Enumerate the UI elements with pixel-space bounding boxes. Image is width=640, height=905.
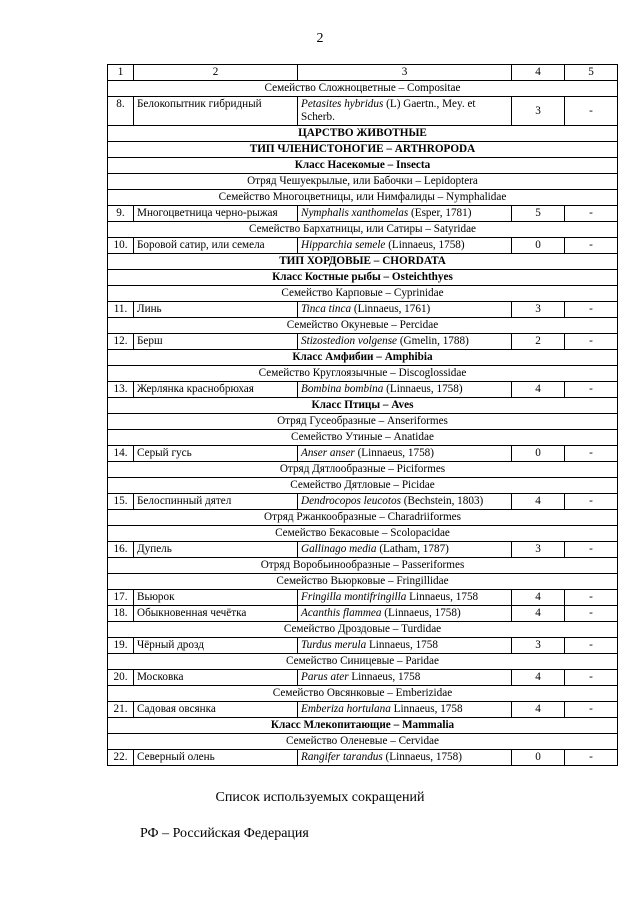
species-name-ru: Садовая овсянка — [134, 702, 298, 718]
latin-binomial: Fringilla montifringilla — [301, 591, 407, 603]
extra-column: - — [565, 750, 618, 766]
section-heading: Класс Амфибии – Amphibia — [108, 350, 618, 366]
row-number: 22. — [108, 750, 134, 766]
species-name-latin — [298, 494, 512, 510]
species-name-latin — [298, 382, 512, 398]
taxon-author: Linnaeus, 1758 — [390, 703, 463, 715]
row-number: 15. — [108, 494, 134, 510]
group-heading: Семейство Вьюрковые – Fringillidae — [108, 574, 618, 590]
abbreviations-title: Список используемых сокращений — [215, 790, 425, 805]
latin-binomial: Nymphalis xanthomelas — [301, 207, 409, 219]
taxon-group-row — [108, 622, 618, 638]
taxon-author: (Linnaeus, 1758) — [382, 751, 462, 763]
taxon-author: (Linnaeus, 1758) — [385, 239, 465, 251]
taxon-group-row — [108, 174, 618, 190]
extra-column: - — [565, 670, 618, 686]
species-name-ru: Жерлянка краснобрюхая — [134, 382, 298, 398]
species-name-latin — [298, 702, 512, 718]
header-row — [108, 65, 618, 81]
taxon-group-row — [108, 510, 618, 526]
species-name-ru: Белоспинный дятел — [134, 494, 298, 510]
species-name-ru: Московка — [134, 670, 298, 686]
species-name-ru: Обыкновенная чечётка — [134, 606, 298, 622]
taxon-section-row — [108, 254, 618, 270]
species-name-ru: Вьюрок — [134, 590, 298, 606]
species-name-latin — [298, 238, 512, 254]
group-heading: Семейство Круглоязычные – Discoglossidae — [108, 366, 618, 382]
latin-binomial: Anser anser — [301, 447, 355, 459]
species-name-ru: Боровой сатир, или семела — [134, 238, 298, 254]
taxon-author: Linnaeus, 1758 — [406, 591, 479, 603]
abbreviation-item: РФ – Российская Федерация — [140, 826, 309, 841]
status-category: 4 — [512, 494, 565, 510]
taxon-group-row — [108, 574, 618, 590]
extra-column: - — [565, 334, 618, 350]
taxon-section-row — [108, 398, 618, 414]
group-heading: Семейство Бархатницы, или Сатиры – Satyridae — [108, 222, 618, 238]
section-heading: Класс Насекомые – Insecta — [108, 158, 618, 174]
extra-column: - — [565, 382, 618, 398]
row-number: 16. — [108, 542, 134, 558]
taxon-group-row — [108, 654, 618, 670]
taxon-author: (Linnaeus, 1761) — [351, 303, 431, 315]
species-name-ru: Белокопытник гибридный — [134, 97, 298, 126]
group-heading: Отряд Гусеобразные – Anseriformes — [108, 414, 618, 430]
species-name-ru: Многоцветница черно-рыжая — [134, 206, 298, 222]
extra-column: - — [565, 494, 618, 510]
taxon-author: (Bechstein, 1803) — [400, 495, 484, 507]
status-category: 4 — [512, 702, 565, 718]
taxon-group-row — [108, 190, 618, 206]
header-cell: 2 — [134, 65, 298, 81]
section-heading: Класс Птицы – Aves — [108, 398, 618, 414]
taxon-group-row — [108, 222, 618, 238]
taxon-author: (Latham, 1787) — [376, 543, 449, 555]
group-heading: Семейство Утиные – Anatidae — [108, 430, 618, 446]
status-category: 3 — [512, 542, 565, 558]
section-heading: ЦАРСТВО ЖИВОТНЫЕ — [108, 126, 618, 142]
latin-binomial: Bombina bombina — [301, 383, 384, 395]
group-heading: Семейство Сложноцветные – Compositae — [108, 81, 618, 97]
species-row — [108, 206, 618, 222]
species-name-latin — [298, 670, 512, 686]
header-cell: 5 — [565, 65, 618, 81]
species-name-ru: Дупель — [134, 542, 298, 558]
latin-binomial: Emberiza hortulana — [301, 703, 391, 715]
taxon-section-row — [108, 350, 618, 366]
species-name-latin — [298, 334, 512, 350]
latin-binomial: Dendrocopos leucotos — [301, 495, 401, 507]
taxon-group-row — [108, 526, 618, 542]
row-number: 11. — [108, 302, 134, 318]
species-name-latin — [298, 206, 512, 222]
species-name-latin — [298, 97, 512, 126]
status-category: 4 — [512, 606, 565, 622]
taxon-group-row — [108, 430, 618, 446]
extra-column: - — [565, 206, 618, 222]
status-category: 2 — [512, 334, 565, 350]
taxon-group-row — [108, 81, 618, 97]
row-number: 13. — [108, 382, 134, 398]
header-cell: 1 — [108, 65, 134, 81]
status-category: 3 — [512, 97, 565, 126]
group-heading: Отряд Дятлообразные – Piciformes — [108, 462, 618, 478]
species-row — [108, 702, 618, 718]
species-row — [108, 750, 618, 766]
species-row — [108, 638, 618, 654]
species-row — [108, 590, 618, 606]
species-name-latin — [298, 542, 512, 558]
latin-binomial: Hipparchia semele — [301, 239, 386, 251]
taxon-section-row — [108, 158, 618, 174]
status-category: 4 — [512, 382, 565, 398]
taxon-group-row — [108, 478, 618, 494]
taxon-group-row — [108, 734, 618, 750]
species-name-latin — [298, 606, 512, 622]
taxon-author: Linnaeus, 1758 — [366, 639, 438, 651]
row-number: 18. — [108, 606, 134, 622]
taxon-section-row — [108, 718, 618, 734]
row-number: 14. — [108, 446, 134, 462]
section-heading: Класс Костные рыбы – Osteichthyes — [108, 270, 618, 286]
header-cell: 4 — [512, 65, 565, 81]
species-row — [108, 494, 618, 510]
extra-column: - — [565, 606, 618, 622]
species-name-latin — [298, 590, 512, 606]
species-name-ru: Берш — [134, 334, 298, 350]
taxon-group-row — [108, 414, 618, 430]
group-heading: Отряд Ржанкообразные – Charadriiformes — [108, 510, 618, 526]
row-number: 17. — [108, 590, 134, 606]
taxon-author: (Gmelin, 1788) — [397, 335, 469, 347]
status-category: 0 — [512, 750, 565, 766]
taxon-group-row — [108, 558, 618, 574]
section-heading: Класс Млекопитающие – Mammalia — [108, 718, 618, 734]
group-heading: Отряд Воробьинообразные – Passeriformes — [108, 558, 618, 574]
taxon-author: (L) Gaertn., Mey. et Scherb. — [301, 98, 476, 123]
status-category: 3 — [512, 302, 565, 318]
taxon-group-row — [108, 286, 618, 302]
status-category: 0 — [512, 238, 565, 254]
extra-column: - — [565, 542, 618, 558]
species-table — [107, 64, 618, 766]
species-row — [108, 606, 618, 622]
group-heading: Отряд Чешуекрылые, или Бабочки – Lepidoptera — [108, 174, 618, 190]
species-row — [108, 97, 618, 126]
taxon-section-row — [108, 126, 618, 142]
taxon-author: (Linnaeus, 1758) — [383, 383, 463, 395]
extra-column: - — [565, 302, 618, 318]
extra-column: - — [565, 238, 618, 254]
status-category: 4 — [512, 670, 565, 686]
species-row — [108, 670, 618, 686]
group-heading: Семейство Бекасовые – Scolopacidae — [108, 526, 618, 542]
taxon-group-row — [108, 366, 618, 382]
row-number: 20. — [108, 670, 134, 686]
extra-column: - — [565, 590, 618, 606]
species-row — [108, 382, 618, 398]
species-name-latin — [298, 302, 512, 318]
latin-binomial: Turdus merula — [301, 639, 367, 651]
extra-column: - — [565, 638, 618, 654]
species-row — [108, 334, 618, 350]
group-heading: Семейство Оленевые – Cervidae — [108, 734, 618, 750]
group-heading: Семейство Многоцветницы, или Нимфалиды – Nymphalidae — [108, 190, 618, 206]
group-heading: Семейство Дроздовые – Turdidae — [108, 622, 618, 638]
section-heading: ТИП ХОРДОВЫЕ – CHORDATA — [108, 254, 618, 270]
group-heading: Семейство Окуневые – Percidae — [108, 318, 618, 334]
taxon-author: Linnaeus, 1758 — [348, 671, 421, 683]
latin-binomial: Stizostedion volgense — [301, 335, 398, 347]
group-heading: Семейство Овсянковые – Emberizidae — [108, 686, 618, 702]
extra-column: - — [565, 702, 618, 718]
header-cell: 3 — [298, 65, 512, 81]
group-heading: Семейство Синицевые – Paridae — [108, 654, 618, 670]
taxon-group-row — [108, 462, 618, 478]
page-number: 2 — [316, 31, 324, 46]
species-name-latin — [298, 638, 512, 654]
species-name-latin — [298, 750, 512, 766]
latin-binomial: Parus ater — [301, 671, 349, 683]
species-name-ru: Серый гусь — [134, 446, 298, 462]
species-name-ru: Северный олень — [134, 750, 298, 766]
latin-binomial: Gallinago media — [301, 543, 377, 555]
species-row — [108, 542, 618, 558]
row-number: 10. — [108, 238, 134, 254]
extra-column: - — [565, 97, 618, 126]
extra-column: - — [565, 446, 618, 462]
row-number: 12. — [108, 334, 134, 350]
row-number: 19. — [108, 638, 134, 654]
section-heading: ТИП ЧЛЕНИСТОНОГИЕ – ARTHROPODA — [108, 142, 618, 158]
status-category: 3 — [512, 638, 565, 654]
species-row — [108, 446, 618, 462]
taxon-group-row — [108, 318, 618, 334]
taxon-author: (Esper, 1781) — [408, 207, 472, 219]
latin-binomial: Petasites hybridus — [301, 98, 384, 110]
row-number: 9. — [108, 206, 134, 222]
latin-binomial: Acanthis flammea — [301, 607, 382, 619]
status-category: 4 — [512, 590, 565, 606]
row-number: 8. — [108, 97, 134, 126]
row-number: 21. — [108, 702, 134, 718]
taxon-author: (Linnaeus, 1758) — [381, 607, 461, 619]
species-name-latin — [298, 446, 512, 462]
species-row — [108, 238, 618, 254]
species-name-ru: Чёрный дрозд — [134, 638, 298, 654]
latin-binomial: Tinca tinca — [301, 303, 352, 315]
taxon-author: (Linnaeus, 1758) — [354, 447, 434, 459]
status-category: 5 — [512, 206, 565, 222]
group-heading: Семейство Дятловые – Picidae — [108, 478, 618, 494]
taxon-group-row — [108, 686, 618, 702]
species-name-ru: Линь — [134, 302, 298, 318]
group-heading: Семейство Карповые – Cyprinidae — [108, 286, 618, 302]
status-category: 0 — [512, 446, 565, 462]
latin-binomial: Rangifer tarandus — [301, 751, 383, 763]
taxon-section-row — [108, 142, 618, 158]
species-row — [108, 302, 618, 318]
taxon-section-row — [108, 270, 618, 286]
